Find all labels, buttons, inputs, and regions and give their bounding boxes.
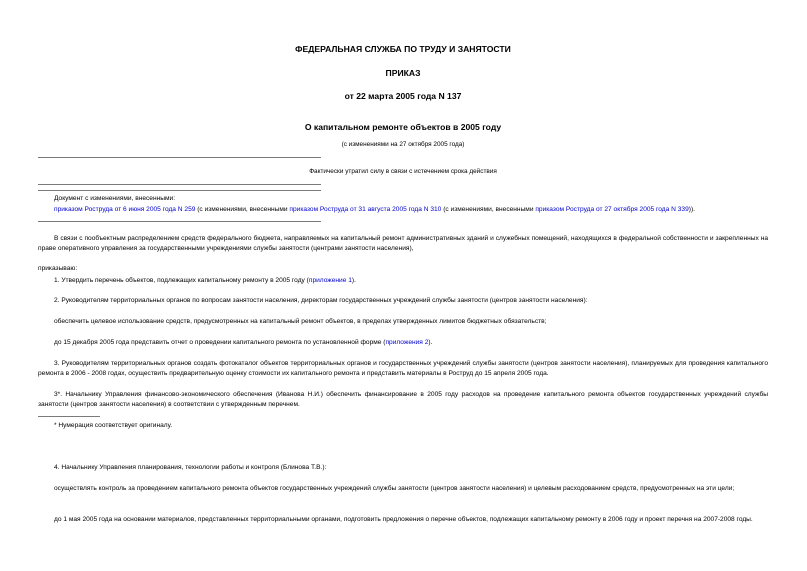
item-4-a: осуществлять контроль за проведением капитального ремонта объектов государственных учреждений службы занятости (центров занятости населения) и целевым расходованием средств, предусмотренных на эти цели; [54, 485, 735, 492]
order-word: приказываю: [38, 265, 78, 272]
item-3: 3. Руководителям территориальных органов создать фотокаталог объектов территориальных органов и государственных учреждений службы занятости (центров занятости населения), планируемых для проведения капитального ремонта в 2006 - 2008 годах, осуществить предварительную оценку стоимости их капитального ремонта и представить материалы в Роструд до 15 апреля 2005 года. [38, 360, 768, 378]
changes-text: (с изменениями, внесенными [441, 206, 536, 213]
changes-text: )). [688, 206, 695, 213]
item-2-b-end: ). [428, 339, 433, 346]
item-3a: 3*. Начальнику Управления финансово-экономического обеспечения (Иванова Н.И.) обеспечить финансирование в 2005 году расходов на проведение капитального ремонта объектов государственных учреждений службы занятости (центров занятости населения) в соответствии с утвержденным перечнем. [38, 391, 768, 409]
doc-date-number: от 22 марта 2005 года N 137 [344, 91, 462, 101]
item-4-b: до 1 мая 2005 года на основании материалов, представленных территориальными органами, подготовить предложения о перечне объектов, подлежащих капитальному ремонту в 2006 году и проект перечня на 2007-2008 годы. [54, 516, 753, 523]
change-link-310[interactable]: приказом Роструда от 31 августа 2005 года N 310 [289, 206, 442, 213]
changes-text: (с изменениями, внесенными [195, 206, 290, 213]
agency-name: ФЕДЕРАЛЬНАЯ СЛУЖБА ПО ТРУДУ И ЗАНЯТОСТИ [295, 44, 511, 54]
item-1 [38, 276, 768, 286]
item-2-b-text: до 15 декабря 2005 года представить отчет о проведении капитального ремонта по установленной форме ( [54, 339, 386, 346]
change-link-259[interactable]: приказом Роструда от 6 июня 2005 года N 259 [54, 206, 196, 213]
changes-list [38, 205, 768, 215]
separator-line [38, 184, 321, 185]
appendix-2-link[interactable]: приложения 2 [385, 339, 429, 346]
item-2-b [38, 338, 768, 348]
item-1-end: ). [351, 277, 356, 284]
status-note: Фактически утратил силу в связи с истечением срока действия [309, 168, 497, 175]
appendix-1-link[interactable]: приложение 1 [308, 277, 352, 284]
doc-title: О капитальном ремонте объектов в 2005 году [304, 122, 502, 132]
item-2: 2. Руководителям территориальных органов по вопросам занятости населения, директорам государственных учреждений службы занятости (центров занятости населения): [54, 297, 588, 304]
changes-intro: Документ с изменениями, внесенными: [54, 195, 176, 202]
change-link-339[interactable]: приказом Роструда от 27 октября 2005 года N 339 [535, 206, 689, 213]
separator-line [38, 221, 321, 222]
separator-line [38, 190, 321, 191]
amendment-note: (с изменениями на 27 октября 2005 года) [341, 141, 465, 148]
doc-type: ПРИКАЗ [385, 68, 421, 78]
item-2-a: обеспечить целевое использование средств, предусмотренных на капитальный ремонт объектов, в пределах утвержденных лимитов бюджетных обязательств; [54, 318, 547, 325]
footnote-separator [38, 416, 100, 417]
footnote: * Нумерация соответствует оригиналу. [54, 422, 173, 429]
item-1-text: 1. Утвердить перечень объектов, подлежащих капитальному ремонту в 2005 году ( [54, 277, 309, 284]
item-4: 4. Начальнику Управления планирования, технологии работы и контроля (Блинова Т.В.): [54, 464, 327, 471]
preamble-paragraph: В связи с пообъектным распределением средств федерального бюджета, направляемых на капитальный ремонт административных зданий и служебных помещений, находящихся в федеральной собственности и закрепленных на праве оперативного управления за государственными учреждениями службы занятости (центрами занятости населения), [38, 235, 768, 253]
separator-line [38, 157, 321, 158]
